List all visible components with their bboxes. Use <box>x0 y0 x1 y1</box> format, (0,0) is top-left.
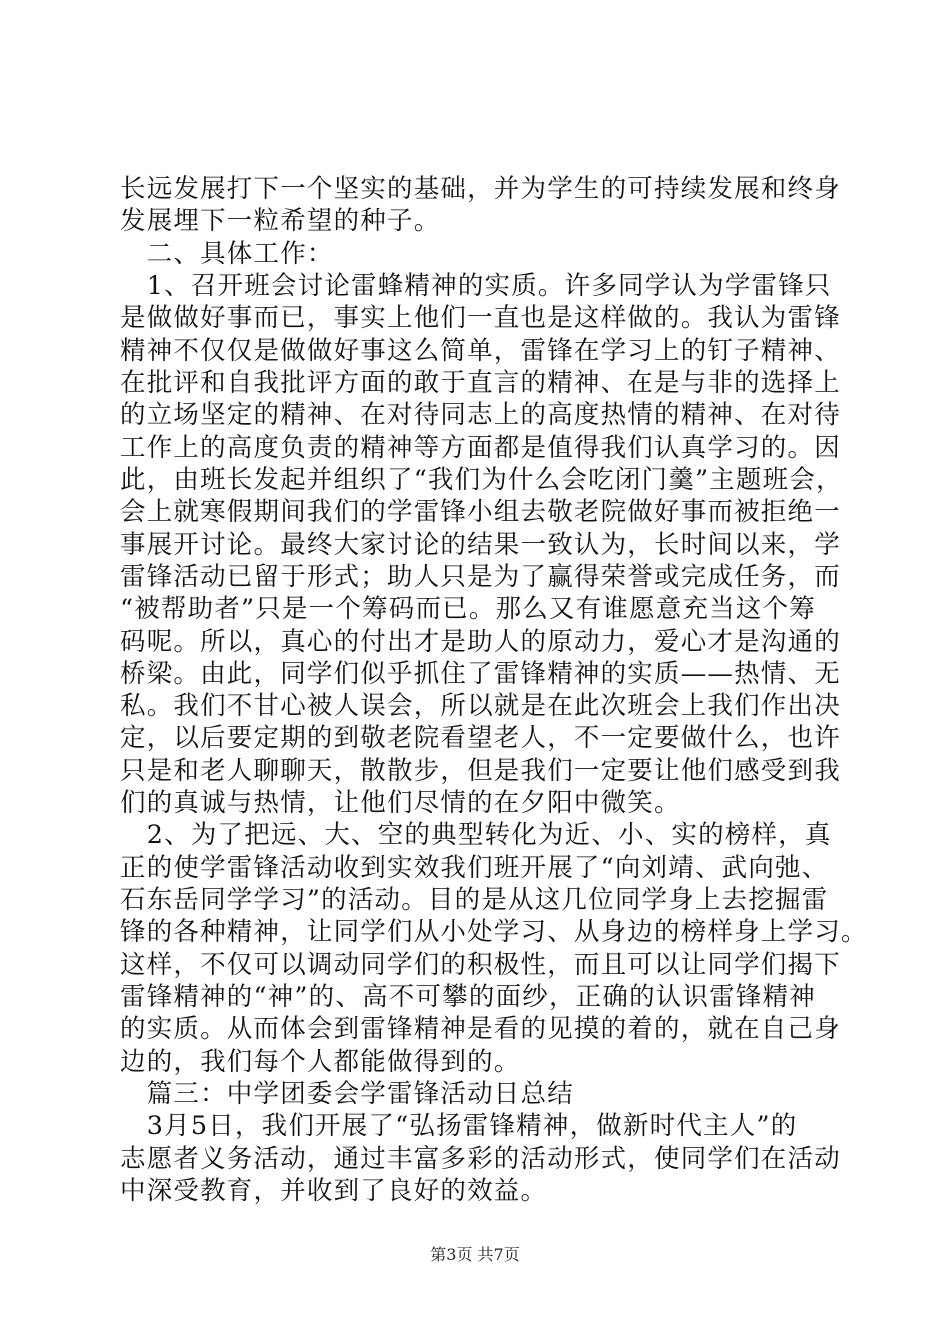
text-line: 志愿者义务活动，通过丰富多彩的活动形式，使同学们在活动 <box>120 1144 841 1174</box>
text-line: 定，以后要定期的到敬老院看望老人，不一定要做什么，也许 <box>120 723 841 753</box>
text-line: 1、召开班会讨论雷蜂精神的实质。许多同学认为学雷锋只 <box>120 271 832 301</box>
text-line: 长远发展打下一个坚实的基础，并为学生的可持续发展和终身 <box>120 174 841 204</box>
text-line: 在批评和自我批评方面的敢于直言的精神、在是与非的选择上 <box>120 368 841 398</box>
text-line: 桥梁。由此，同学们似乎抓住了雷锋精神的实质——热情、无 <box>120 659 841 689</box>
text-line: 中深受教育，并收到了良好的效益。 <box>120 1176 548 1206</box>
text-line: 码呢。所以，真心的付出才是助人的原动力，爱心才是沟通的 <box>120 627 841 657</box>
text-line: 锋的各种精神，让同学们从小处学习、从身边的榜样身上学习。 <box>120 917 868 947</box>
text-line: 发展埋下一粒希望的种子。 <box>120 206 441 236</box>
text-line: 雷锋精神的“神”的、高不可攀的面纱，正确的认识雷锋精神 <box>120 982 816 1012</box>
text-line: 正的使学雷锋活动收到实效我们班开展了“向刘靖、武向弛、 <box>120 853 829 883</box>
text-line: 雷锋活动已留于形式；助人只是为了赢得荣誉或完成任务，而 <box>120 562 841 592</box>
text-line: “被帮助者”只是一个筹码而已。那么又有谁愿意充当这个筹 <box>120 594 816 624</box>
text-line: 石东岳同学学习”的活动。目的是从这几位同学身上去挖掘雷 <box>120 885 829 915</box>
text-line: 们的真诚与热情，让他们尽情的在夕阳中微笑。 <box>120 788 681 818</box>
text-line: 私。我们不甘心被人误会，所以就是在此次班会上我们作出决 <box>120 691 841 721</box>
text-line: 会上就寒假期间我们的学雷锋小组去敬老院做好事而被拒绝一 <box>120 497 841 527</box>
text-line: 的立场坚定的精神、在对待同志上的高度热情的精神、在对待 <box>120 400 841 430</box>
text-line: 这样，不仅可以调动同学们的积极性，而且可以让同学们揭下 <box>120 950 841 980</box>
text-line: 精神不仅仅是做做好事这么简单，雷锋在学习上的钉子精神、 <box>120 336 841 366</box>
text-line: 只是和老人聊聊天，散散步，但是我们一定要让他们感受到我 <box>120 756 841 786</box>
page-footer: 第3页 共7页 <box>430 1245 520 1264</box>
text-line: 2、为了把远、大、空的典型转化为近、小、实的榜样，真 <box>120 820 832 850</box>
section-heading: 二、具体工作： <box>120 239 334 269</box>
text-line: 边的，我们每个人都能做得到的。 <box>120 1047 521 1077</box>
text-line: 事展开讨论。最终大家讨论的结果一致认为，长时间以来，学 <box>120 530 841 560</box>
text-line: 的实质。从而体会到雷锋精神是看的见摸的着的，就在自己身 <box>120 1014 841 1044</box>
section-heading: 篇三：中学团委会学雷锋活动日总结 <box>120 1079 574 1109</box>
text-line: 此，由班长发起并组织了“我们为什么会吃闭门羹”主题班会， <box>120 465 843 495</box>
text-line: 是做做好事而已，事实上他们一直也是这样做的。我认为雷锋 <box>120 303 841 333</box>
text-line: 工作上的高度负责的精神等方面都是值得我们认真学习的。因 <box>120 433 841 463</box>
text-line: 3月5日，我们开展了“弘扬雷锋精神，做新时代主人”的 <box>120 1111 798 1141</box>
